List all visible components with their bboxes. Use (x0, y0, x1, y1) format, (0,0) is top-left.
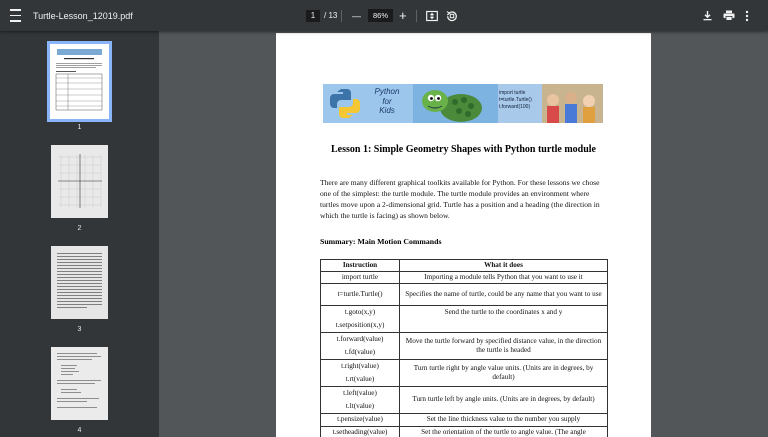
description-cell: Send the turtle to the coordinates x and y (400, 306, 608, 333)
file-title: Turtle-Lesson_12019.pdf (33, 10, 133, 21)
instruction-cell: import turtle (321, 272, 400, 284)
instruction-cell: t.pensize(value) (321, 414, 400, 427)
description-cell: Turn turtle left by angle units. (Units are in degrees, by default) (400, 387, 608, 414)
intro-paragraph: There are many different graphical toolkits available for Python. For these lessons we chose one of the simplest: the turtle module. The turtle module provides an environment where turtles move upon a 2-dimensional grid. Turtle has a position and a heading (the direction in which the turtle is facing) as shown below. (320, 178, 600, 220)
description-cell: Set the orientation of the turtle to angle value. (The angle (400, 427, 608, 437)
column-header: Instruction (321, 260, 400, 272)
pdf-page (276, 33, 651, 437)
toolbar-divider (416, 10, 417, 22)
banner-code-text: import turtle t=turtle.Turtle() t.forward(100) (499, 90, 532, 110)
page-number-label: 4 (77, 427, 82, 434)
motion-commands-table (320, 259, 608, 437)
description-cell: Importing a module tells Python that you want to use it (400, 272, 608, 284)
page-thumbnail-3[interactable] (51, 246, 108, 319)
summary-heading: Summary: Main Motion Commands (320, 237, 442, 246)
toolbar-divider (341, 10, 342, 22)
lesson-heading: Lesson 1: Simple Geometry Shapes with Python turtle module (331, 144, 596, 155)
page-number-label: 2 (77, 225, 82, 232)
description-cell: Specifies the name of turtle, could be any name that you want to use (400, 284, 608, 306)
rotate-icon[interactable] (446, 0, 458, 31)
toolbar (0, 0, 768, 31)
thumbnail-sidebar (0, 31, 159, 437)
instruction-cell: t.right(value) t.rt(value) (321, 360, 400, 387)
description-cell: Turn turtle right by angle value units. (Units are in degrees, by default) (400, 360, 608, 387)
zoom-input[interactable] (368, 9, 393, 22)
table-row (321, 414, 608, 427)
page-selector (306, 0, 337, 31)
table-row (321, 360, 608, 387)
table-row (321, 284, 608, 306)
instruction-cell: t.goto(x,y) t.setposition(x,y) (321, 306, 400, 333)
instruction-cell: t.forward(value) t.fd(value) (321, 333, 400, 360)
banner-python-text: Python for Kids (374, 87, 400, 115)
instruction-cell: t=turtle.Turtle() (321, 284, 400, 306)
print-icon[interactable] (723, 0, 735, 31)
zoom-out-button[interactable]: — (352, 10, 361, 21)
instruction-cell: t.left(value) t.lt(value) (321, 387, 400, 414)
table-row (321, 306, 608, 333)
table-row (321, 333, 608, 360)
page-thumbnail-1[interactable] (47, 41, 112, 122)
page-thumbnail-2[interactable] (51, 145, 108, 218)
table-row (321, 387, 608, 414)
page-count: / 13 (324, 11, 338, 20)
description-cell: Set the line thickness value to the number you supply (400, 414, 608, 427)
page-number-label: 3 (77, 326, 82, 333)
page-number-label: 1 (77, 124, 82, 131)
zoom-in-button[interactable]: + (399, 8, 407, 23)
zoom-level (368, 0, 393, 31)
more-options-icon[interactable] (745, 0, 749, 31)
table-row (321, 427, 608, 437)
instruction-cell: t.setheading(value) (321, 427, 400, 437)
table-row (321, 272, 608, 284)
column-header: What it does (400, 260, 608, 272)
table-header-row (321, 260, 608, 272)
description-cell: Move the turtle forward by specified distance value, in the direction the turtle is headed (400, 333, 608, 360)
python-for-kids-banner (323, 84, 603, 123)
fit-to-page-icon[interactable] (426, 0, 438, 31)
page-number-input[interactable] (306, 10, 320, 22)
page-thumbnail-4[interactable] (51, 347, 108, 420)
menu-icon[interactable] (10, 0, 26, 31)
download-icon[interactable] (702, 0, 713, 31)
